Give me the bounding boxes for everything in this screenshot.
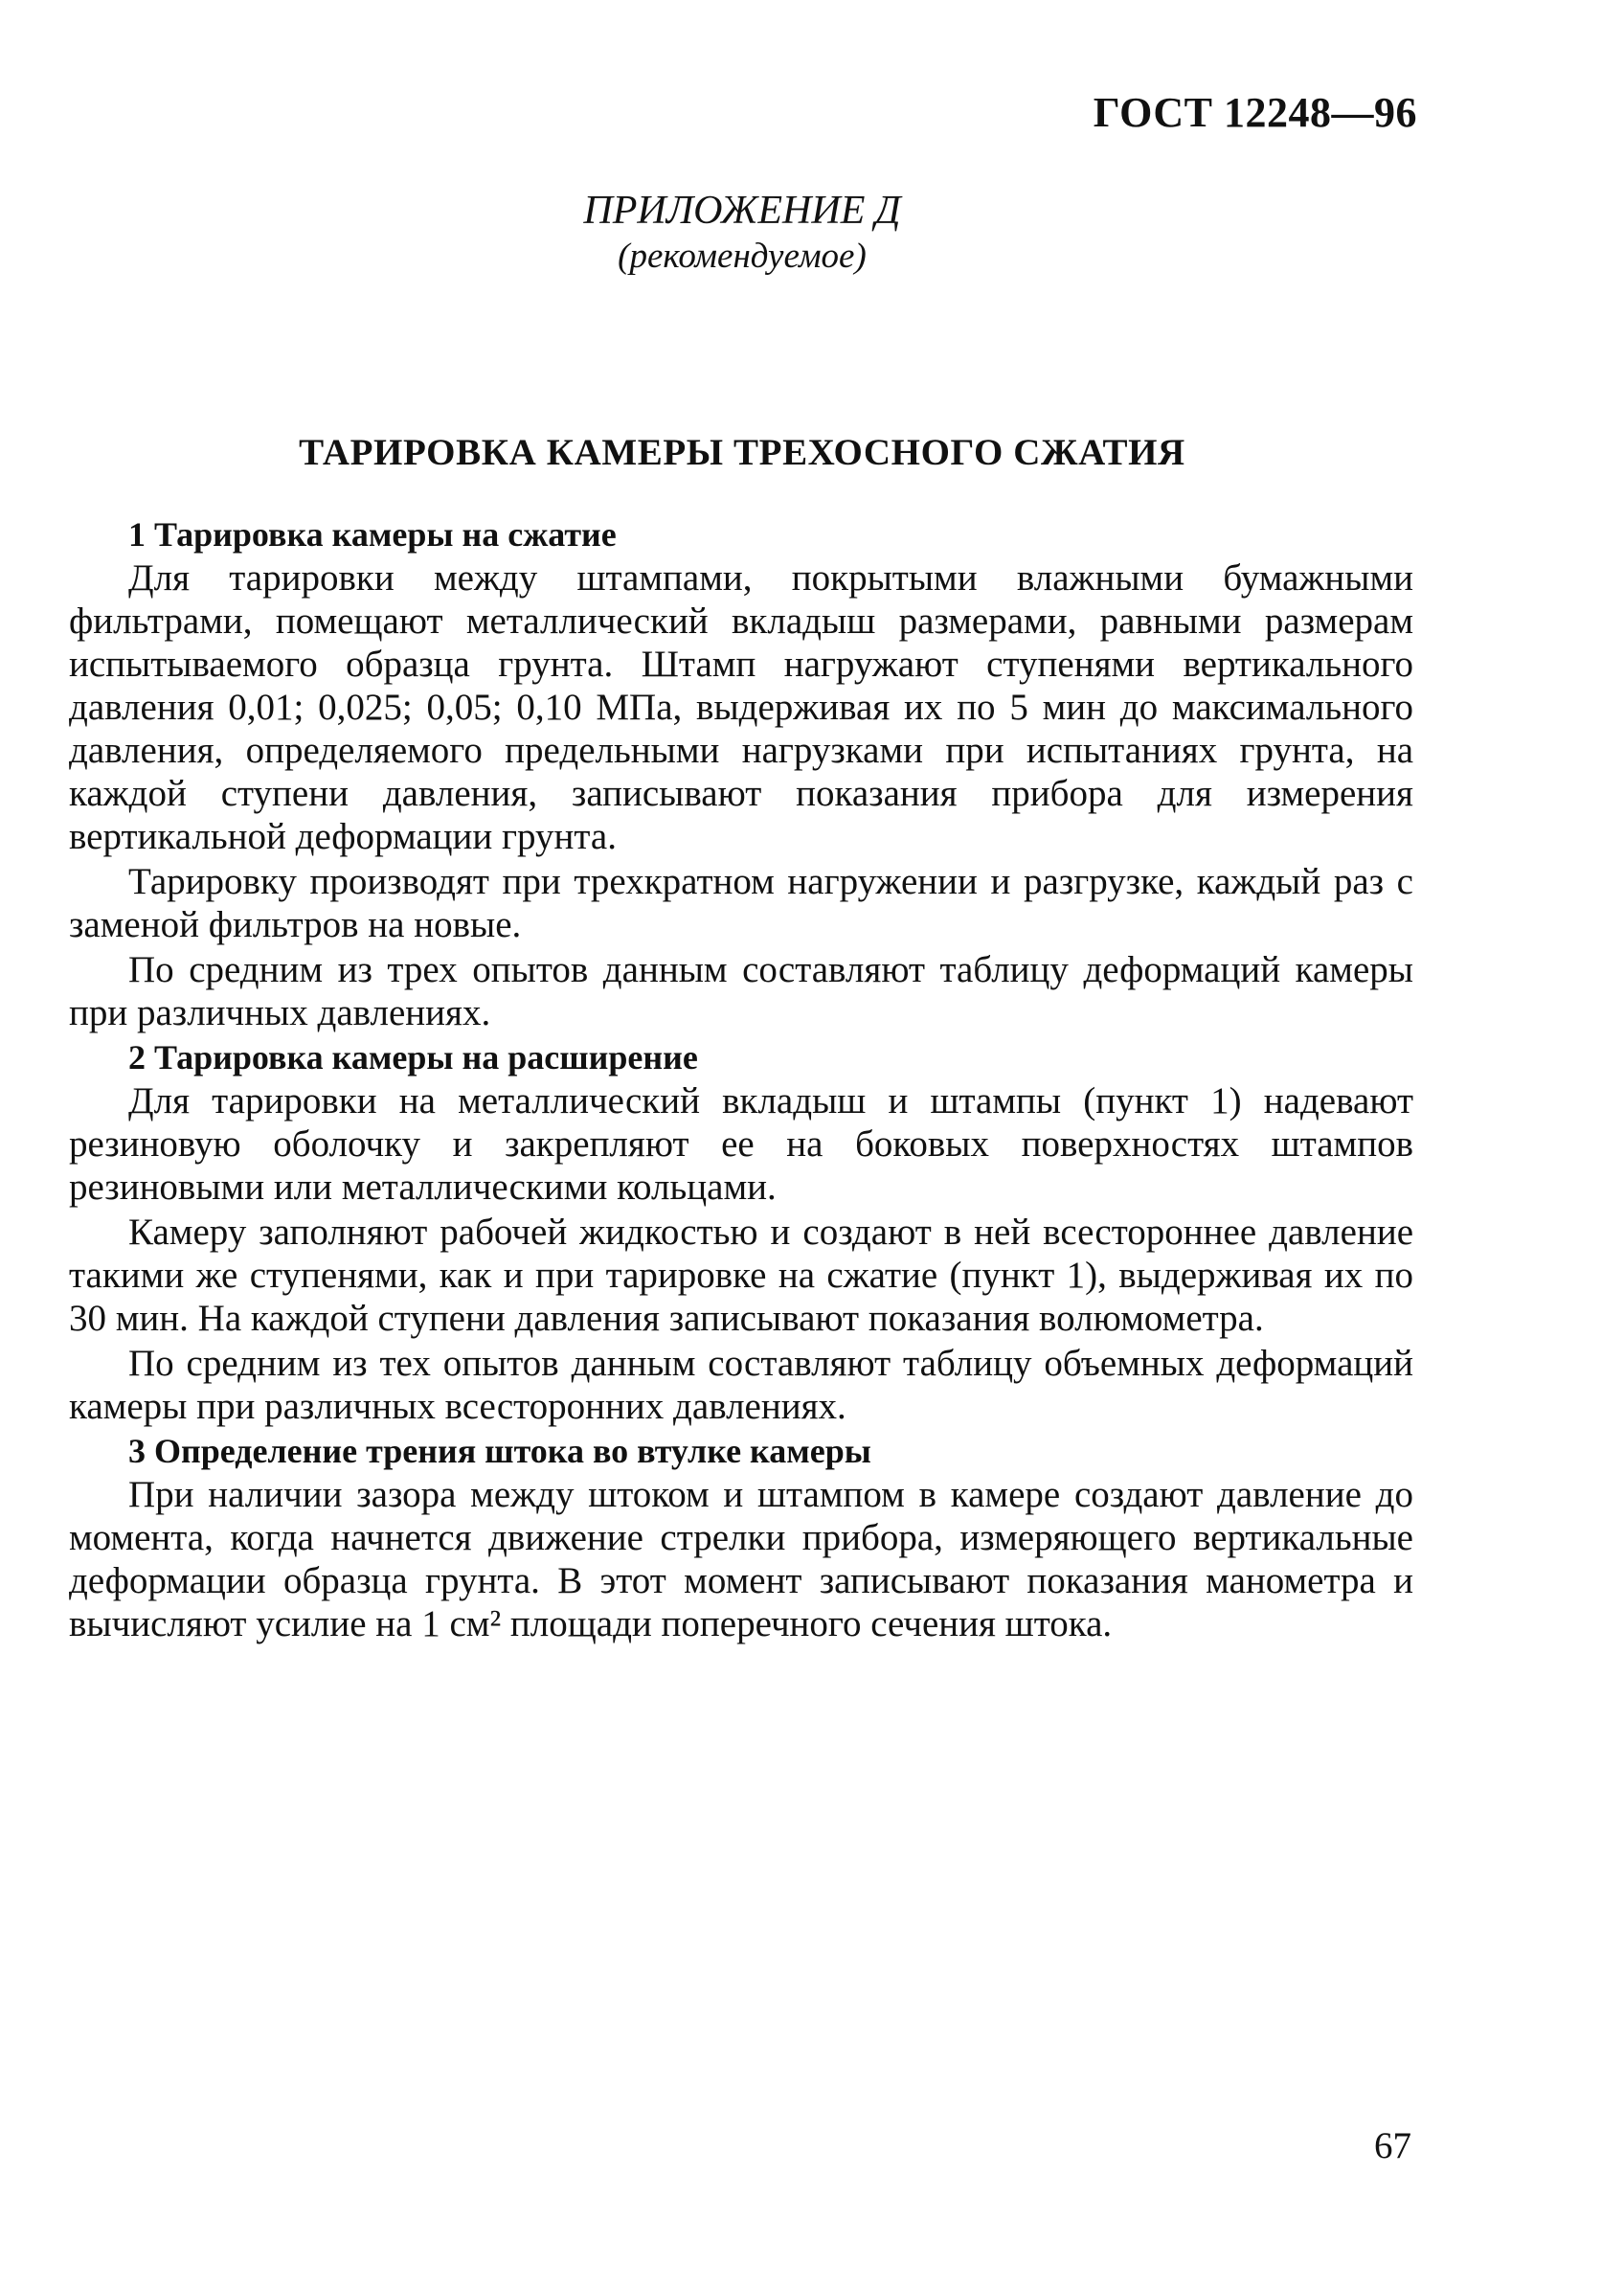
main-title: ТАРИРОВКА КАМЕРЫ ТРЕХОСНОГО СЖАТИЯ [299, 432, 1185, 473]
appendix-status: (рекомендуемое) [618, 237, 867, 276]
body-text [69, 513, 1413, 1647]
paragraph: По средним из трех опытов данным составляют таблицу деформаций камеры при различных давлениях. [69, 949, 1413, 1033]
paragraph: При наличии зазора между штоком и штампом в камере создают давление до момента, когда начнется движение стрелки прибора, измеряющего вертикальные деформации образца грунта. В этот момент записывают показания манометра и вычисляют усилие на 1 см² площади поперечного сечения штока. [69, 1474, 1413, 1644]
section-heading: 2 Тарировка камеры на расширение [128, 1038, 698, 1077]
paragraph: По средним из тех опытов данным составляют таблицу объемных деформаций камеры при различных всесторонних давлениях. [69, 1343, 1413, 1427]
appendix-title: ПРИЛОЖЕНИЕ Д [583, 189, 901, 233]
document-code: ГОСТ 12248—96 [1093, 89, 1417, 136]
paragraph: Камеру заполняют рабочей жидкостью и создают в ней всестороннее давление такими же ступенями, как и при тарировке на сжатие (пункт 1), выдерживая их по 30 мин. На каждой ступени давления записывают показания волюмометра. [69, 1212, 1413, 1339]
page-number: 67 [1374, 2125, 1411, 2166]
paragraph: Тарировку производят при трехкратном нагружении и разгрузке, каждый раз с заменой фильтров на новые. [69, 861, 1413, 945]
paragraph: Для тарировки между штампами, покрытыми влажными бумажными фильтрами, помещают металлический вкладыш размерами, равными размерам испытываемого образца грунта. Штамп нагружают ступенями вертикального давления 0,01; 0,025; 0,05; 0,10 МПа, выдерживая их по 5 мин до максимального давления, определяемого предельными нагрузками при испытаниях грунта, на каждой ступени давления, записывают показания прибора для измерения вертикальной деформации грунта. [69, 557, 1413, 857]
section-heading: 1 Тарировка камеры на сжатие [128, 515, 617, 554]
paragraph: Для тарировки на металлический вкладыш и штампы (пункт 1) надевают резиновую оболочку и закрепляют ее на боковых поверхностях штампов резиновыми или металлическими кольцами. [69, 1080, 1413, 1208]
section-heading: 3 Определение трения штока во втулке камеры [128, 1432, 871, 1470]
section-expansion [69, 1036, 1413, 1428]
section-compression [69, 513, 1413, 1034]
section-rod-friction [69, 1430, 1413, 1645]
